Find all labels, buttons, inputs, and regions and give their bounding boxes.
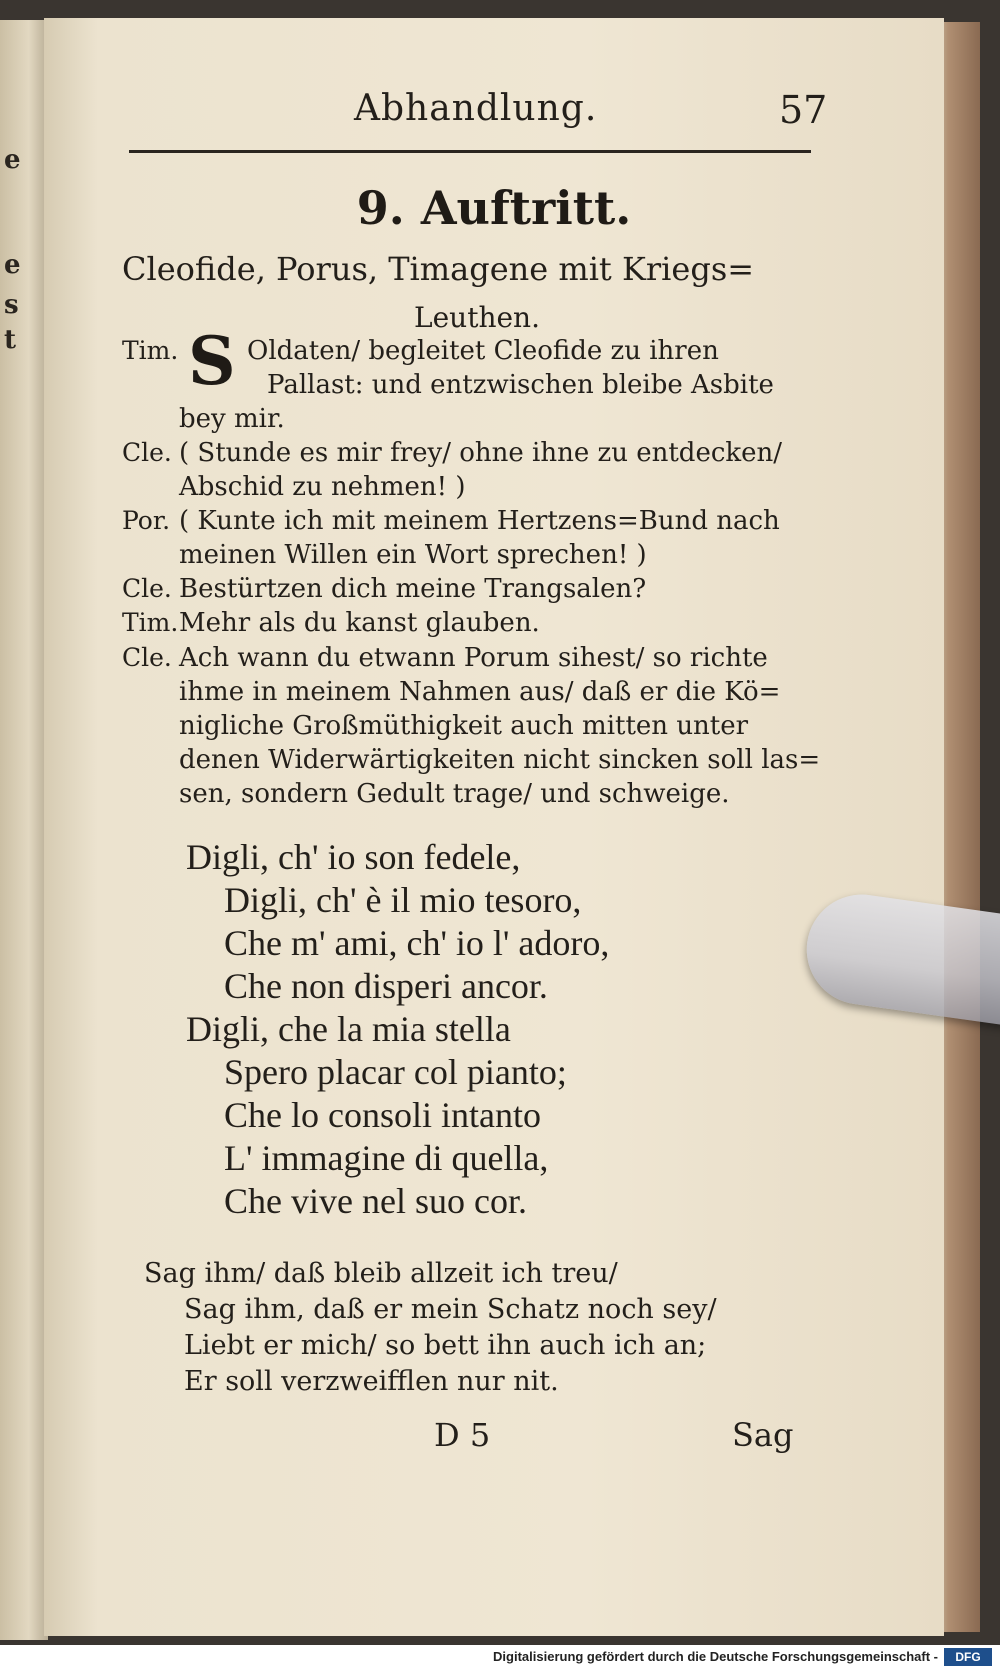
aria-verse-line: Digli, che la mia stella (186, 1009, 511, 1049)
cast-list: Cleofide, Porus, Timagene mit Kriegs= (122, 250, 755, 288)
speaker-label: Tim. (122, 336, 179, 365)
signature-mark: D 5 (434, 1416, 491, 1454)
speech-line: bey mir. (179, 404, 285, 434)
left-page-glyph: e (4, 145, 21, 175)
speech-block (122, 506, 822, 578)
drop-cap: S (188, 322, 236, 400)
speech-line: ( Stunde es mir frey/ ohne ihne zu entdecken/ (179, 438, 783, 468)
book-page (44, 18, 944, 1636)
speech-line: ( Kunte ich mit meinem Hertzens=Bund nach (179, 506, 780, 536)
speaker-label: Por. (122, 506, 171, 535)
aria-verse-line: Che non disperi ancor. (224, 966, 548, 1006)
funding-credit: Digitalisierung gefördert durch die Deutsche Forschungsgemeinschaft - (493, 1649, 938, 1664)
speech-line: meinen Willen ein Wort sprechen! ) (179, 540, 647, 570)
speech-block (122, 438, 822, 510)
aria-verse-line: Che vive nel suo cor. (224, 1181, 527, 1221)
speech-block (122, 574, 822, 608)
speaker-label: Cle. (122, 438, 172, 467)
cast-list-continuation: Leuthen. (414, 301, 540, 334)
speech-line: Pallast: und entzwischen bleibe Asbite (267, 370, 774, 400)
page-number: 57 (779, 88, 828, 132)
speech-block (122, 643, 822, 813)
translation-verse-line: Sag ihm/ daß bleib allzeit ich treu/ (144, 1258, 618, 1289)
aria-verse-line: Che lo consoli intanto (224, 1095, 541, 1135)
speech-block (122, 322, 822, 446)
speech-line: Ach wann du etwann Porum sihest/ so richte (179, 643, 768, 673)
speech-line: denen Widerwärtigkeiten nicht sincken soll las= (179, 745, 821, 775)
speech-line: Oldaten/ begleitet Cleofide zu ihren (247, 336, 719, 366)
speaker-label: Cle. (122, 574, 172, 603)
catchword: Sag (732, 1416, 794, 1454)
left-page-glyph: e (4, 250, 21, 280)
speech-line: sen, sondern Gedult trage/ und schweige. (179, 779, 730, 809)
speech-line: ihme in meinem Nahmen aus/ daß er die Kö= (179, 677, 781, 707)
speech-line: nigliche Großmüthigkeit auch mitten unter (179, 711, 749, 741)
translation-verse-line: Er soll verzweifflen nur nit. (184, 1366, 559, 1397)
left-facing-page (0, 20, 48, 1640)
header-rule (129, 150, 811, 153)
left-page-glyph: s (4, 290, 19, 320)
speech-line: Abschid zu nehmen! ) (179, 472, 466, 502)
running-head: Abhandlung. (354, 88, 598, 129)
aria-verse-line: Che m' ami, ch' io l' adoro, (224, 923, 610, 963)
speaker-label: Tim. (122, 608, 179, 637)
aria-verse-line: Spero placar col pianto; (224, 1052, 567, 1092)
scene-heading: 9. Auftritt. (356, 181, 632, 235)
translation-verse-line: Sag ihm, daß er mein Schatz noch sey/ (184, 1294, 717, 1325)
aria-verse-line: L' immagine di quella, (224, 1138, 549, 1178)
aria-verse-line: Digli, ch' è il mio tesoro, (224, 880, 582, 920)
left-page-glyph: t (4, 325, 17, 355)
footer-bar (0, 1645, 1000, 1670)
dfg-logo: DFG (944, 1648, 992, 1666)
speech-line: Bestürtzen dich meine Trangsalen? (179, 574, 647, 604)
speech-block (122, 608, 822, 642)
translation-verse-line: Liebt er mich/ so bett ihn auch ich an; (184, 1330, 707, 1361)
speaker-label: Cle. (122, 643, 172, 672)
speech-line: Mehr als du kanst glauben. (179, 608, 540, 638)
aria-verse-line: Digli, ch' io son fedele, (186, 837, 521, 877)
